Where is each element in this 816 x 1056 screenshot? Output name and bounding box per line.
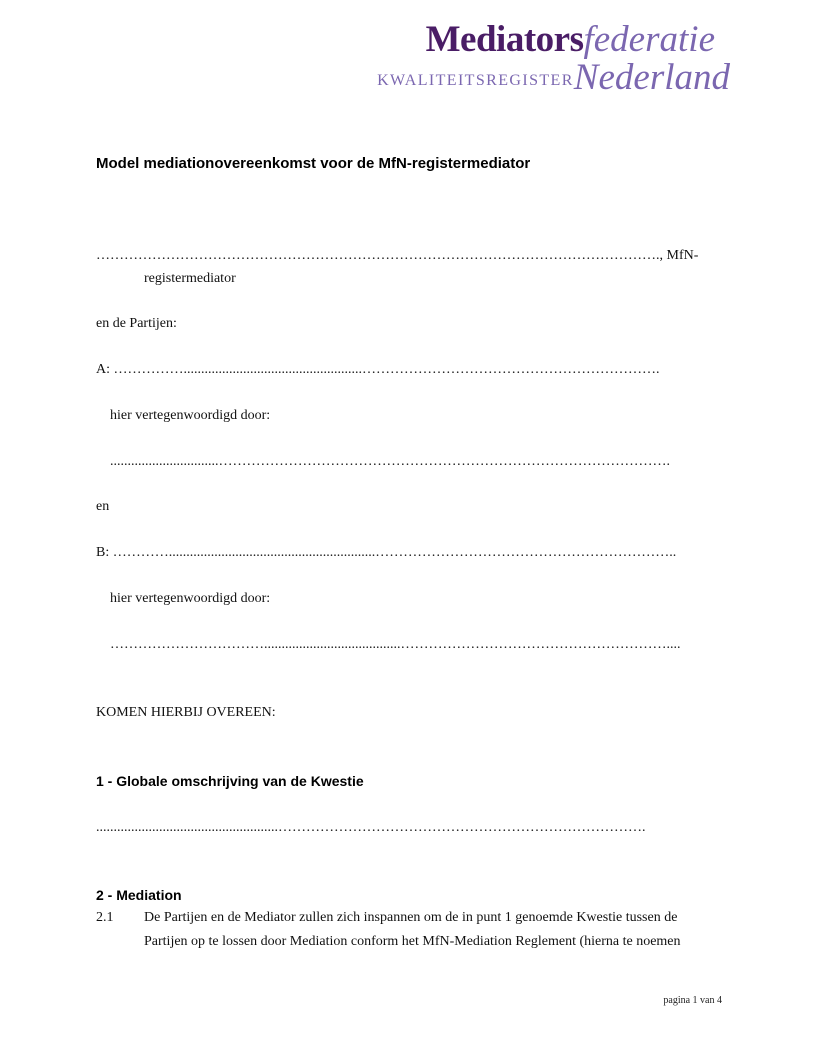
logo-wordmark: [426, 18, 715, 62]
page-number: pagina 1 van 4: [663, 995, 722, 1006]
logo-subline: [377, 58, 730, 98]
section-1-line: ....................................................…………………………………………………………………….: [96, 820, 646, 835]
party-b-represented-label: hier vertegenwoordigd door:: [110, 591, 271, 606]
party-a-represented-line: ...............................…………………………………………………………………………………….: [110, 454, 670, 469]
mfn-logo: [370, 18, 730, 98]
party-a-line: A: ……………...................................................……………………………………………………….: [96, 362, 660, 377]
logo-word-nederland: Nederland: [573, 57, 730, 98]
logo-word-mediators: Mediators: [425, 19, 584, 60]
mediator-name-continuation: registermediator: [144, 271, 236, 286]
section-2-item-line-2: Partijen op te lossen door Mediation conform het MfN-Mediation Reglement (hierna te noemen: [144, 934, 681, 949]
party-b-represented-line: …………………………….......................................…………………………………………………....: [110, 637, 681, 652]
conjunction-en: en: [96, 499, 110, 514]
logo-word-federatie: federatie: [583, 19, 715, 60]
document-title: Model mediationovereenkomst voor de MfN-registermediator: [96, 155, 531, 172]
agreement-statement: KOMEN HIERBIJ OVEREEN:: [96, 705, 276, 720]
section-1-heading: 1 - Globale omschrijving van de Kwestie: [96, 773, 364, 789]
section-2-heading: 2 - Mediation: [96, 887, 182, 903]
logo-register: KWALITEITSREGISTER: [377, 72, 574, 89]
section-2-item-line-1: De Partijen en de Mediator zullen zich inspannen om de in punt 1 genoemde Kwestie tussen de: [144, 910, 678, 925]
party-b-line: B: …………...........................................................………………………………………………………..: [96, 545, 677, 560]
section-2-item-number: 2.1: [96, 910, 114, 925]
parties-intro: en de Partijen:: [96, 316, 177, 331]
party-a-represented-label: hier vertegenwoordigd door:: [110, 408, 271, 423]
mediator-name-line: …………………………………………………………………………………………………………., MfN-: [96, 248, 699, 263]
